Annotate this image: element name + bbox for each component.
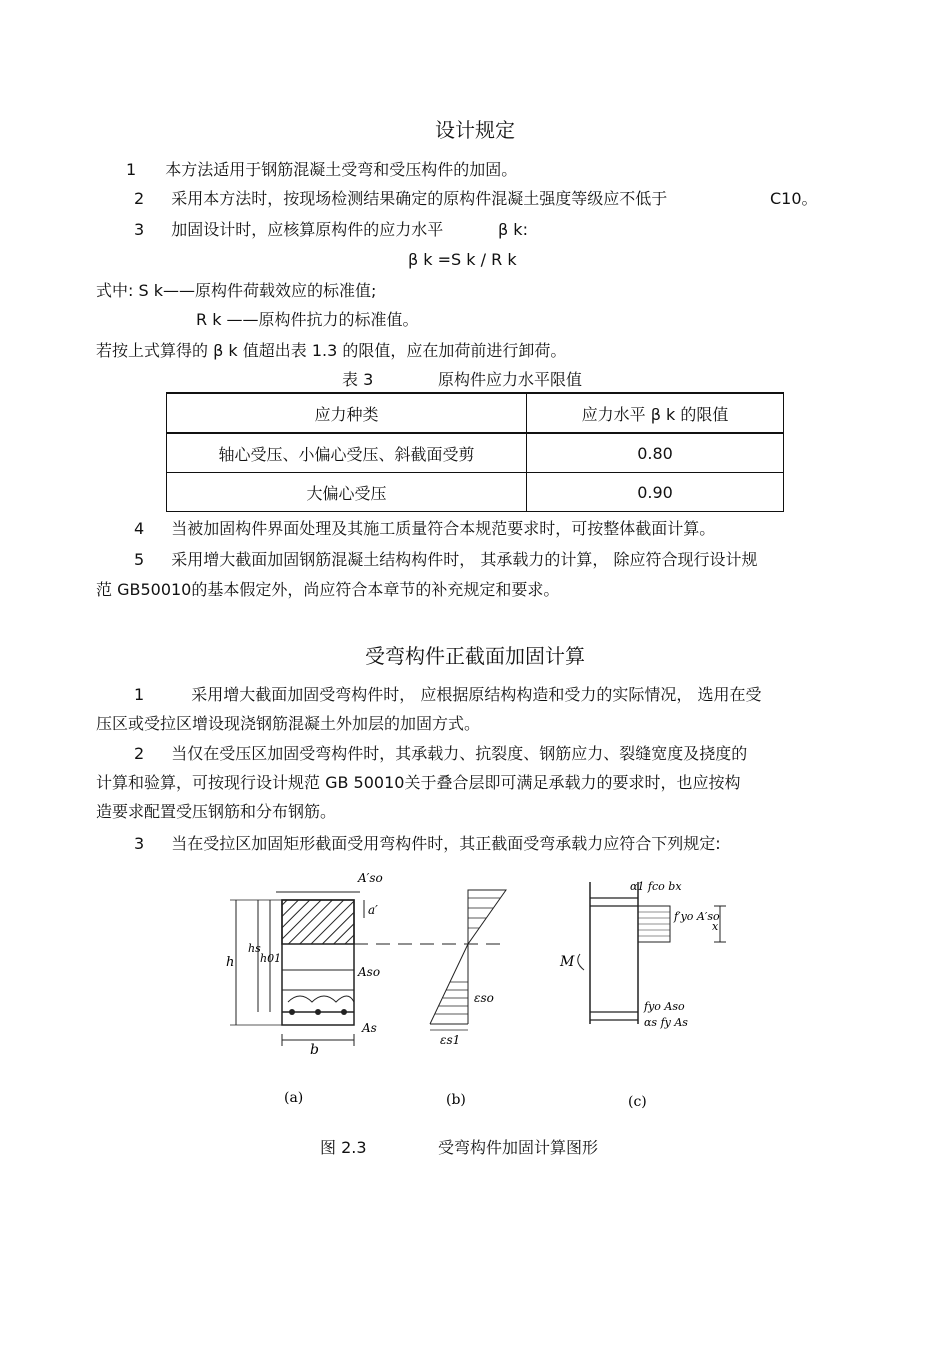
figure-label-c: (c)	[628, 1094, 647, 1110]
rule-item-3-tail: β k:	[498, 220, 528, 239]
item-text: 当在受拉区加固矩形截面受用弯构件时，其正截面受弯承载力应符合下列规定:	[171, 834, 721, 853]
cell-limit: 0.80	[527, 433, 784, 473]
cell-stress-type: 大偏心受压	[167, 473, 527, 512]
label-eps-s1: εs1	[440, 1033, 461, 1047]
flexural-item-2-line2: 计算和验算，可按现行设计规范 GB 50010关于叠合层即可满足承载力的要求时，也应按构	[96, 773, 741, 792]
item-number: 1	[126, 160, 137, 179]
label-c-as: αs fy As	[644, 1016, 688, 1029]
rule-item-5-line2: 范 GB50010的基本假定外，尚应符合本章节的补充规定和要求。	[96, 580, 560, 599]
figure-caption: 受弯构件加固计算图形	[438, 1138, 599, 1157]
rule-item-2	[134, 189, 667, 209]
figure-label-a: (a)	[284, 1090, 304, 1106]
label-bottom-steel: As	[362, 1021, 377, 1035]
item-number: 2	[134, 744, 145, 763]
label-mid-steel: Aso	[358, 965, 381, 979]
diagram-b-strain	[430, 890, 506, 1108]
rule-item-1	[126, 160, 517, 180]
cell-stress-type: 轴心受压、小偏心受压、斜截面受剪	[167, 433, 527, 473]
flexural-item-1-line2: 压区或受拉区增设现浇钢筋混凝土外加层的加固方式。	[96, 714, 481, 733]
item-text: 当被加固构件界面处理及其施工质量符合本规范要求时，可按整体截面计算。	[171, 519, 716, 538]
table-header-row	[167, 393, 784, 433]
label-h: h	[226, 955, 235, 970]
flexural-item-2	[134, 744, 747, 764]
label-a-prime: a′	[368, 903, 378, 917]
stress-limit-table	[166, 392, 784, 512]
formula-beta-k: β k =S k / R k	[408, 250, 517, 269]
rule-item-4	[134, 519, 715, 539]
label-c-moment: M	[560, 954, 575, 970]
label-hs: hs	[248, 942, 261, 955]
diagram-c-forces	[559, 880, 726, 1110]
rule-item-2-tail: C10。	[770, 189, 818, 208]
label-c-force: f′yo A′so	[674, 910, 720, 923]
item-number: 5	[134, 550, 145, 569]
label-c-top: α1 fco bx	[630, 880, 682, 893]
item-number: 3	[134, 220, 145, 239]
unload-note: 若按上式算得的 β k 值超出表 1.3 的限值，应在加荷前进行卸荷。	[96, 341, 567, 360]
item-number: 4	[134, 519, 145, 538]
label-eps-so: εso	[474, 991, 494, 1005]
where-sk: 式中: S k——原构件荷载效应的标准值;	[96, 281, 377, 300]
item-text: 采用增大截面加固钢筋混凝土结构构件时， 其承载力的计算， 除应符合现行设计规	[171, 550, 758, 569]
section-title-flexural: 受弯构件正截面加固计算	[365, 644, 585, 668]
table-row	[167, 433, 784, 473]
item-number: 1	[134, 685, 145, 704]
label-h01: h01	[260, 952, 282, 965]
item-number: 2	[134, 189, 145, 208]
header-stress-type: 应力种类	[167, 393, 527, 433]
figure-label-b: (b)	[446, 1092, 466, 1108]
flexural-item-1	[134, 685, 761, 705]
where-rk: R k ——原构件抗力的标准值。	[196, 310, 419, 329]
item-text: 当仅在受压区加固受弯构件时，其承载力、抗裂度、钢筋应力、裂缝宽度及挠度的	[171, 744, 748, 763]
item-text: 采用本方法时，按现场检测结果确定的原构件混凝土强度等级应不低于	[171, 189, 668, 208]
item-text: 本方法适用于钢筋混凝土受弯和受压构件的加固。	[165, 160, 518, 179]
figure-caption-number: 图 2.3	[320, 1138, 367, 1157]
item-text: 采用增大截面加固受弯构件时， 应根据原结构构造和受力的实际情况， 选用在受	[191, 685, 762, 704]
label-top-steel: A′so	[358, 871, 383, 885]
cell-limit: 0.90	[527, 473, 784, 512]
section-title-design-rules: 设计规定	[435, 118, 515, 142]
rule-item-3	[134, 220, 443, 240]
flexural-item-3	[134, 834, 721, 854]
flexural-item-2-line3: 造要求配置受压钢筋和分布钢筋。	[96, 802, 337, 821]
table-row	[167, 473, 784, 512]
flexural-calc-figure	[200, 862, 760, 1122]
label-c-fy: fyo Aso	[644, 1000, 685, 1013]
diagram-a-section	[226, 871, 383, 1106]
header-limit: 应力水平 β k 的限值	[527, 393, 784, 433]
rule-item-5	[134, 550, 757, 570]
item-text: 加固设计时，应核算原构件的应力水平	[171, 220, 444, 239]
label-c-x: x	[712, 920, 719, 933]
item-number: 3	[134, 834, 145, 853]
label-b: b	[310, 1042, 319, 1058]
table-caption-number: 表 3	[342, 370, 374, 389]
table-caption: 原构件应力水平限值	[438, 370, 583, 389]
